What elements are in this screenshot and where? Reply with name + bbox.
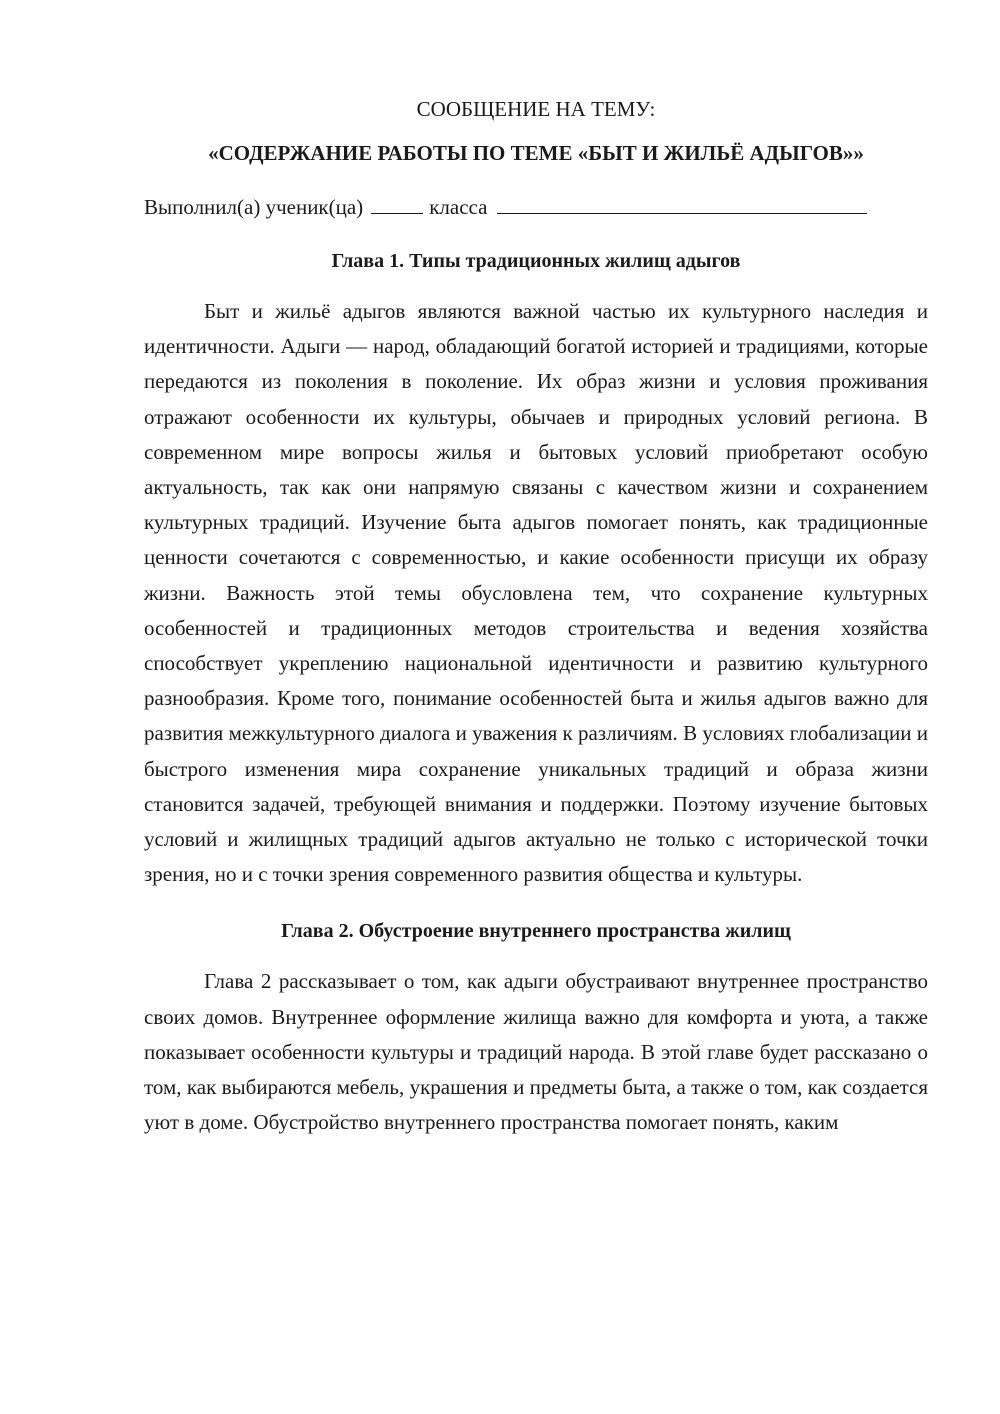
- chapter-2-heading: Глава 2. Обустроение внутреннего пространства жилищ: [281, 920, 791, 943]
- document-title: «СОДЕРЖАНИЕ РАБОТЫ ПО ТЕМЕ «БЫТ И ЖИЛЬЁ АДЫГОВ»»: [208, 141, 864, 165]
- class-label: класса: [429, 195, 488, 219]
- author-label: Выполнил(а) ученик(ца): [144, 195, 364, 219]
- document-page: [144, 92, 928, 1140]
- name-blank: [497, 193, 867, 214]
- author-line: [144, 190, 928, 224]
- chapter-1-heading: Глава 1. Типы традиционных жилищ адыгов: [331, 250, 741, 272]
- chapter-2-text: Глава 2 рассказывает о том, как адыги обустраивают внутреннее пространство своих домов. Внутреннее оформление жилища важно для комфорта и уюта, а также показывает особенности культуры и традиций народа. В этой главе будет рассказано о том, как выбираются мебель, украшения и предметы быта, а также о том, как создается уют в доме. Обустройство внутреннего пространства помогает понять, каким: [144, 969, 928, 1135]
- grade-blank: [371, 193, 423, 214]
- chapter-1-text: Быт и жильё адыгов являются важной частью их культурного наследия и идентичности. Адыги — народ, обладающий богатой историей и традициями, которые передаются из поколения в поколение. Их образ жизни и условия проживания отражают особенности их культуры, обычаев и природных условий региона. В современном мире вопросы жилья и бытовых условий приобретают особую актуальность, так как они напрямую связаны с качеством жизни и сохранением культурных традиций. Изучение быта адыгов помогает понять, как традиционные ценности сочетаются с современностью, и какие особенности присущи их образу жизни. Важность этой темы обусловлена тем, что сохранение культурных особенностей и традиционных методов строительства и ведения хозяйства способствует укреплению национальной идентичности и развитию культурного разнообразия. Кроме того, понимание особенностей быта и жилья адыгов важно для развития межкультурного диалога и уважения к различиям. В условиях глобализации и быстрого изменения мира сохранение уникальных традиций и образа жизни становится задачей, требующей внимания и поддержки. Поэтому изучение бытовых условий и жилищных традиций адыгов актуально не только с исторической точки зрения, но и с точки зрения современного развития общества и культуры.: [144, 299, 928, 887]
- document-header: СООБЩЕНИЕ НА ТЕМУ:: [416, 97, 656, 121]
